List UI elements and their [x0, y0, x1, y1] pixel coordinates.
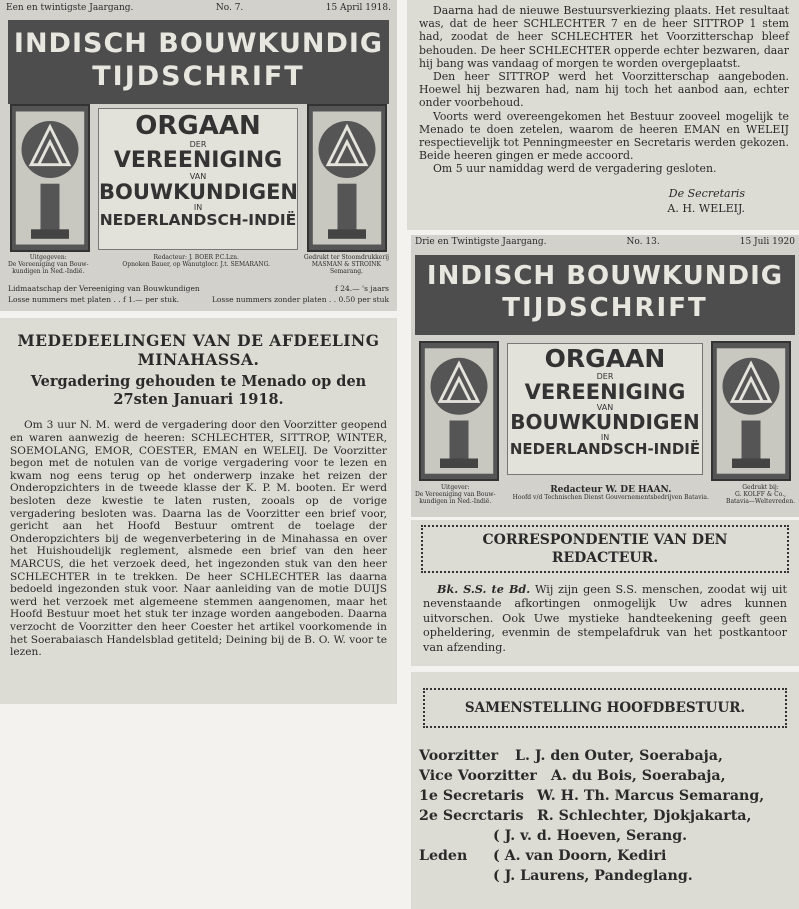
- correspondence-heading-box: [421, 525, 789, 573]
- vereeniging-word: VEREENIGING: [524, 380, 686, 405]
- masthead-1918: [0, 0, 397, 311]
- article-subheading: Vergadering gehouden te Menado op den 27sten Januari 1918.: [30, 373, 367, 409]
- board-row: [419, 786, 793, 806]
- signature-role: De Secretaris: [668, 186, 745, 200]
- board-row: [419, 746, 793, 766]
- organ-panel: [98, 108, 298, 250]
- correspondence-recipient: Bk. S.S. te Bd.: [437, 582, 531, 596]
- board-role: 2e Secrctaris: [419, 808, 524, 824]
- correspondence-section: [411, 520, 799, 666]
- board-roster: [417, 746, 793, 886]
- board-role: Voorzitter: [419, 748, 499, 764]
- board-member: A. du Bois, Soerabaja,: [551, 768, 726, 784]
- organ-panel: [507, 343, 703, 475]
- leden-member: ( A. van Doorn, Kediri: [493, 848, 667, 864]
- article-minahassa: [0, 318, 397, 704]
- bouwkundigen-word: BOUWKUNDIGEN: [510, 410, 700, 435]
- leden-member: ( J. v. d. Hoeven, Serang.: [493, 828, 688, 844]
- masthead-title-banner: [8, 20, 389, 104]
- van-word: VAN: [596, 403, 614, 413]
- leden-member: ( J. Laurens, Pandeglang.: [493, 868, 693, 884]
- leden-list: [493, 826, 693, 886]
- title-line-1: INDISCH BOUWKUNDIG: [13, 28, 384, 59]
- board-member: W. H. Th. Marcus Semarang,: [537, 788, 765, 804]
- board-role: 1e Secretaris: [419, 788, 524, 804]
- board-row: [419, 806, 793, 826]
- title-line-1: INDISCH BOUWKUNDIG: [426, 261, 784, 291]
- volume-label: Drie en Twintigste Jaargang.: [415, 237, 547, 247]
- der-word: DER: [189, 140, 207, 150]
- correspondence-heading: CORRESPONDENTIE VAN DEN REDACTEUR.: [482, 532, 728, 566]
- membership-label: Lidmaatschap der Vereeniging van Bouwkundigen: [8, 284, 200, 293]
- ornament-right-emblem: [711, 341, 791, 481]
- price-without-plates: Losse nummers zonder platen . . 0.50 per stuk: [211, 294, 389, 304]
- der-word: DER: [596, 372, 614, 382]
- masthead-footer: [415, 485, 795, 506]
- correspondence-body: [417, 582, 793, 655]
- leden-label: Leden: [419, 848, 468, 864]
- board-role: Vice Voorzitter: [419, 768, 537, 784]
- title-line-2: TIJDSCHRIFT: [92, 61, 305, 92]
- issue-number: No. 13.: [626, 237, 660, 247]
- signature-name: A. H. WELEIJ.: [667, 201, 745, 215]
- printer-info: Gedrukt bij: G. KOLFF & Co., Batavia—Weltevreden.: [726, 484, 795, 505]
- board-member: L. J. den Outer, Soerabaja,: [515, 748, 723, 764]
- title-line-2: TIJDSCHRIFT: [502, 293, 708, 323]
- ornament-left-emblem: [10, 104, 90, 252]
- volume-label: Een en twintigste Jaargang.: [6, 3, 134, 13]
- board-heading: SAMENSTELLING HOOFDBESTUUR.: [464, 700, 746, 716]
- issue-date: 15 Juli 1920: [739, 237, 795, 247]
- continuation-paragraph-2: Den heer SITTROP werd het Voorzitterschap aangeboden. Hoewel hij bezwaren had, nam hij toch het aanbod aan, echter onder voorbehoud.: [419, 70, 789, 110]
- ornament-right-emblem: [307, 104, 387, 252]
- leden-row: [419, 826, 793, 886]
- bouwkundigen-word: BOUWKUNDIGEN: [99, 180, 299, 205]
- indie-word: NEDERLANDSCH-INDIË: [509, 440, 701, 459]
- in-word: IN: [600, 433, 610, 443]
- ornament-left-emblem: [419, 341, 499, 481]
- continuation-paragraph-1: Daarna had de nieuwe Bestuursverkiezing plaats. Het resultaat was, dat de heer SCHLECHTER 7 en de heer SITTROP 1 stem had, zoodat de heer SCHLECHTER het Voorzitterschap bleef behouden. De heer SCHLECHTER opperde echter bezwaren, daar hij bang was vandaag of morgen te worden overgeplaatst.: [419, 4, 789, 70]
- issue-number: No. 7.: [215, 3, 244, 13]
- organ-word: ORGAAN: [135, 111, 261, 141]
- indie-word: NEDERLANDSCH-INDIË: [99, 211, 297, 230]
- printer-info: Gedrukt ter Stoomdrukkerij MASMAN & STROINK Semarang.: [303, 254, 389, 275]
- price-info: [8, 284, 389, 305]
- signature-block: [419, 186, 789, 216]
- board-section: [411, 672, 799, 909]
- vereeniging-word: VEREENIGING: [113, 148, 283, 174]
- organ-word: ORGAAN: [544, 344, 666, 373]
- board-row: [419, 766, 793, 786]
- masthead-footer: [8, 255, 389, 276]
- article-body: [10, 419, 387, 658]
- correspondence-text: Wij zijn geen S.S. menschen, zoodat wij uit nevenstaande afkortingen onmogelijk Uw adres kunnen uitvorschen. Ook Uwe mystieke handteekening geeft geen opheldering, evenmin de stempelafdruk van het postkantoor van afzending.: [423, 583, 787, 654]
- masthead-title-banner: [415, 255, 795, 335]
- article-heading: MEDEDEELINGEN VAN DE AFDEELING MINAHASSA.: [17, 331, 380, 369]
- price-with-plates: Losse nummers met platen . . f 1.— per stuk.: [8, 294, 180, 304]
- issue-date: 15 April 1918.: [325, 3, 391, 13]
- article-paragraph: Om 3 uur N. M. werd de vergadering door den Voorzitter geopend en waren aanwezig de heeren: SCHLECHTER, SITTROP, WINTER, SOEMOLANG, EMOR, COESTER, EMAN en WELEIJ. De Voorzitter begon met de notulen van de vorige vergadering voor te lezen en kwam nog eens terug op het onderwerp inzake het reizen der Onderopzichters in de tweede klasse der K. P. M. booten. Er werd besloten deze kwestie te laten rusten, zooals op de vorige vergadering besloten was. Daarna las de Voorzitter een brief voor, gericht aan het Hoofd Bestuur omtrent de toelage der Onderopzichters bij de wegenverbetering in de Minahassa en over het Huishoudelijk reglement, alsmede een brief van den heer MARCUS, die het verzoek deed, het ingezonden stuk van den heer SCHLECHTER in te trekken. De heer SCHLECHTER las daarna bedoeld ingezonden stuk voor. Naar aanleiding van de motie DUIJS werd het verzoek met algemeene stemmen aangenomen, maar het Hoofd Bestuur moet het stuk ter inzage worden aangeboden. Daarna verzocht de Voorzitter den heer Coester het artikel voorkomende in het Soerabaiasch Handelsblad getiteld; Deining bij de B. O. W. voor te lezen.: [10, 419, 387, 659]
- masthead-1920: [411, 235, 799, 517]
- membership-price: f 24.— 's jaars: [335, 284, 389, 293]
- board-heading-box: [423, 688, 787, 728]
- continuation-paragraph-4: Om 5 uur namiddag werd de vergadering gesloten.: [433, 162, 717, 176]
- masthead-dateline: [411, 235, 799, 249]
- board-member: R. Schlechter, Djokjakarta,: [537, 808, 752, 824]
- continuation-paragraph-3: Voorts werd overeengekomen het Bestuur zooveel mogelijk te Menado te doen zetelen, waarom de heeren EMAN en WELEIJ respectievelijk tot Penningmeester en Secretaris werden gekozen. Beide heeren gingen er mede accoord.: [419, 109, 789, 163]
- publisher-info: Uitgegeven: De Vereeniging van Bouw- kundigen in Ned.-Indië.: [8, 254, 89, 275]
- editor-info: Redacteur: J. BOER P.C.Lzn. Opnoken Bauer, op Wanutglocr. J.t. SEMARANG.: [122, 254, 271, 268]
- masthead-dateline: [0, 0, 397, 15]
- van-word: VAN: [189, 172, 207, 182]
- publisher-info: Uitgever: De Vereeniging van Bouw- kundigen in Ned.-Indië.: [415, 484, 496, 505]
- editor-info: Redacteur W. DE HAAN. Hoofd v/d Technischen Dienst Gouvernementsbedrijven Batavia.: [512, 485, 709, 502]
- article-continuation: [407, 0, 799, 230]
- continuation-body: [419, 4, 789, 176]
- in-word: IN: [193, 203, 203, 213]
